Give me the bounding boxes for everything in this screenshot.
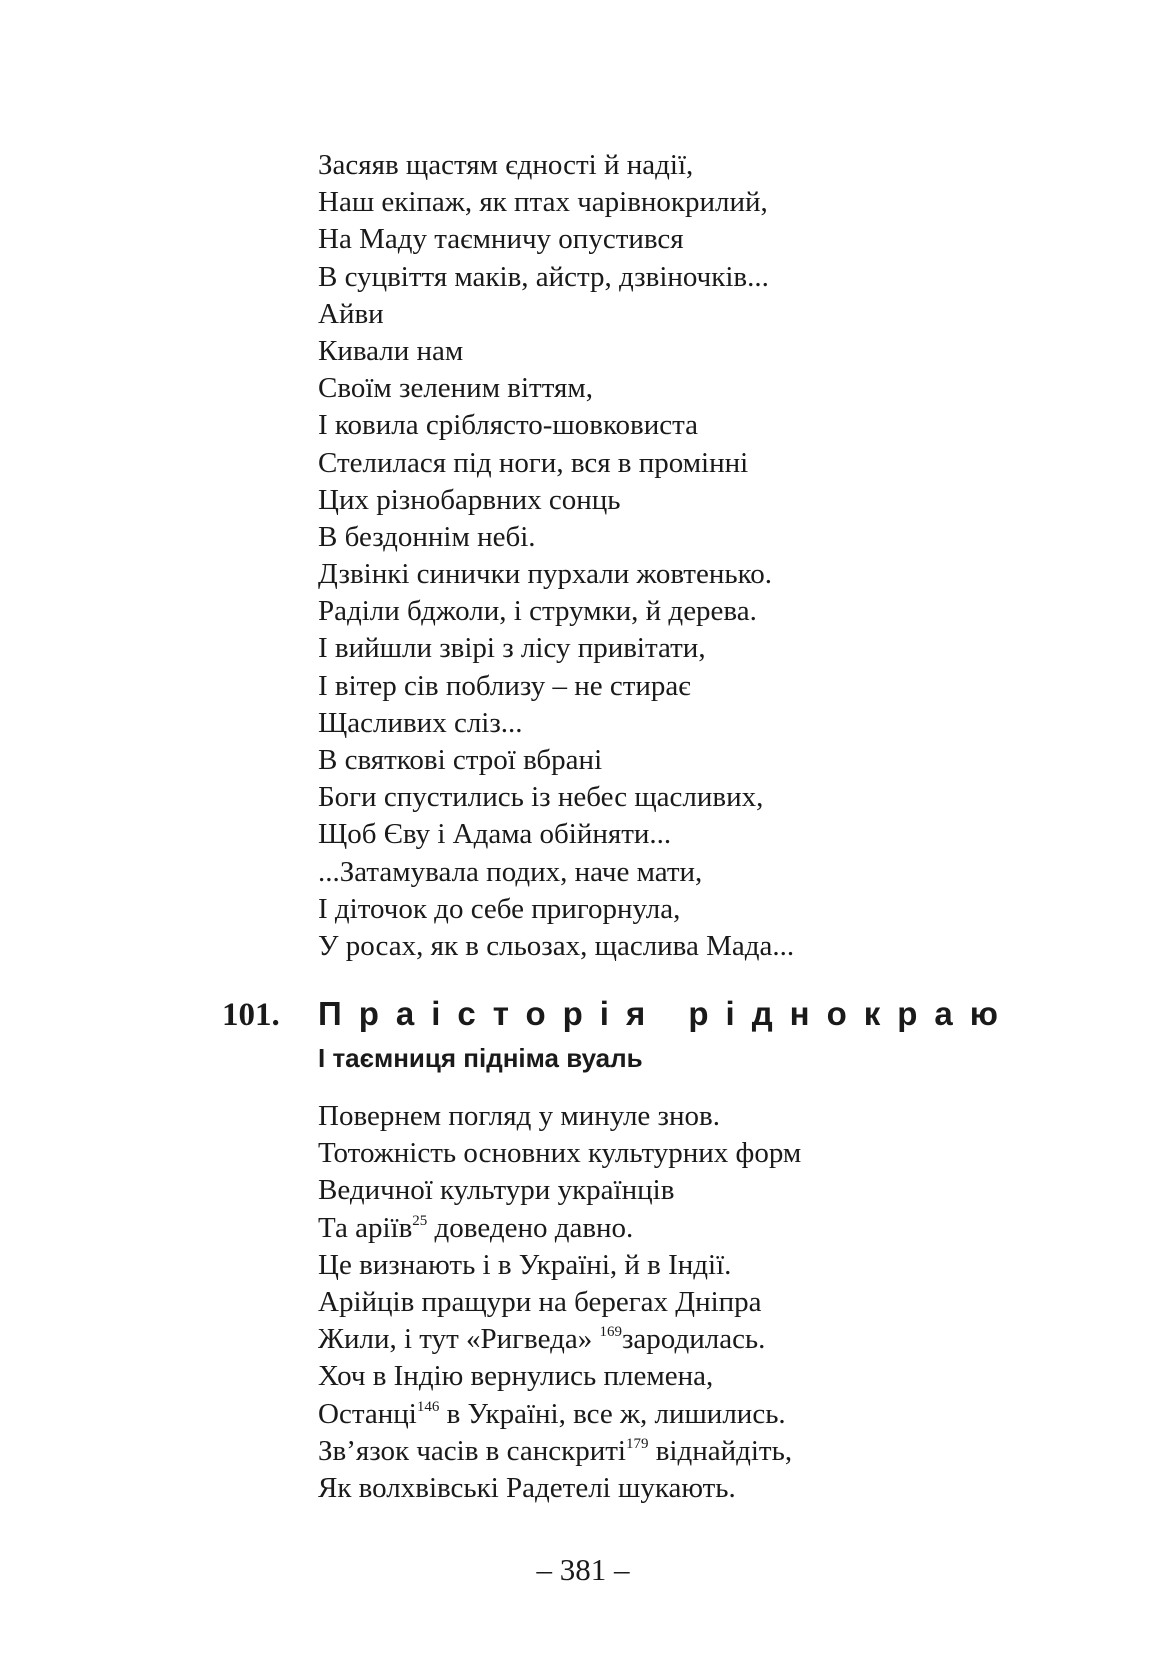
poem-line: Кивали нам [318, 334, 464, 367]
poem-line: В суцвіття маків, айстр, дзвіночків... [318, 260, 769, 293]
poem-line: ...Затамувала подих, наче мати, [318, 855, 703, 888]
poem-line: Своїм зеленим віттям, [318, 372, 593, 405]
chapter-heading [222, 995, 1015, 1034]
poem-line: І діточок до себе пригорнула, [318, 892, 681, 925]
poem-line-with-footnote [318, 1433, 801, 1470]
poem-line-with-footnote [318, 1321, 801, 1358]
poem-line: Цих різнобарвних сонць [318, 483, 621, 516]
poem-line: Стелилася під ноги, вся в промінні [318, 446, 749, 479]
line-text: Зв’язок часів в санскриті [318, 1434, 626, 1467]
poem-line: Боги спустились із небес щасливих, [318, 781, 764, 814]
line-text: Останці [318, 1397, 417, 1430]
poem-line: Ведичної культури українців [318, 1174, 675, 1207]
poem-stanza-2 [318, 1098, 801, 1507]
poem-stanza-1 [318, 147, 794, 965]
poem-line: Раділи бджоли, і струмки, й дерева. [318, 595, 757, 628]
poem-line: І вийшли звірі з лісу привітати, [318, 632, 706, 665]
page-number: – 381 – [536, 1552, 630, 1587]
poem-line-with-footnote [318, 1210, 801, 1247]
poem-line: Щоб Єву і Адама обійняти... [318, 818, 672, 851]
line-text: Та аріїв [318, 1211, 413, 1244]
poem-line-with-footnote [318, 1396, 801, 1433]
poem-line: В святкові строї вбрані [318, 744, 603, 776]
chapter-title: Праісторія ріднокраю [318, 995, 1015, 1032]
poem-line: В бездоннім небі. [318, 520, 536, 553]
poem-line: Дзвінкі синички пурхали жовтенько. [318, 558, 772, 591]
poem-line: Повернем погляд у минуле знов. [318, 1100, 720, 1132]
poem-line: Айви [318, 297, 384, 330]
footnote-ref: 169 [599, 1324, 622, 1341]
line-text: в Україні, все ж, лишились. [439, 1397, 786, 1430]
line-text: доведено давно. [427, 1211, 634, 1244]
poem-line: І ковила сріблясто-шовковиста [318, 409, 699, 442]
chapter-number: 101. [222, 997, 280, 1033]
chapter-subtitle: І таємниця підніма вуаль [318, 1043, 643, 1073]
poem-line: Наш екіпаж, як птах чарівнокрилий, [318, 186, 768, 219]
footnote-ref: 146 [416, 1398, 440, 1415]
poem-line: Тотожність основних культурних форм [318, 1137, 802, 1170]
poem-line: Засяяв щастям єдності й надії, [318, 149, 694, 181]
footnote-ref: 179 [625, 1435, 649, 1452]
poem-line: На Маду таємничу опустився [318, 223, 684, 256]
poem-line: Щасливих сліз... [318, 706, 523, 739]
poem-line: Як волхвівські Радетелі шукають. [318, 1471, 736, 1504]
line-text: Жили, і тут «Ригведа» [318, 1323, 600, 1356]
poem-line: У росах, як в сльозах, щаслива Мада... [318, 929, 795, 962]
poem-line: Арійців пращури на берегах Дніпра [318, 1285, 762, 1318]
poem-line: І вітер сів поблизу – не стирає [318, 669, 691, 702]
footnote-ref: 25 [412, 1212, 428, 1229]
poem-line: Це визнають і в Україні, й в Індії. [318, 1248, 732, 1281]
line-text: віднайдіть, [648, 1434, 793, 1467]
poem-line: Хоч в Індію вернулись племена, [318, 1360, 714, 1393]
line-text: зародилась. [621, 1323, 766, 1356]
